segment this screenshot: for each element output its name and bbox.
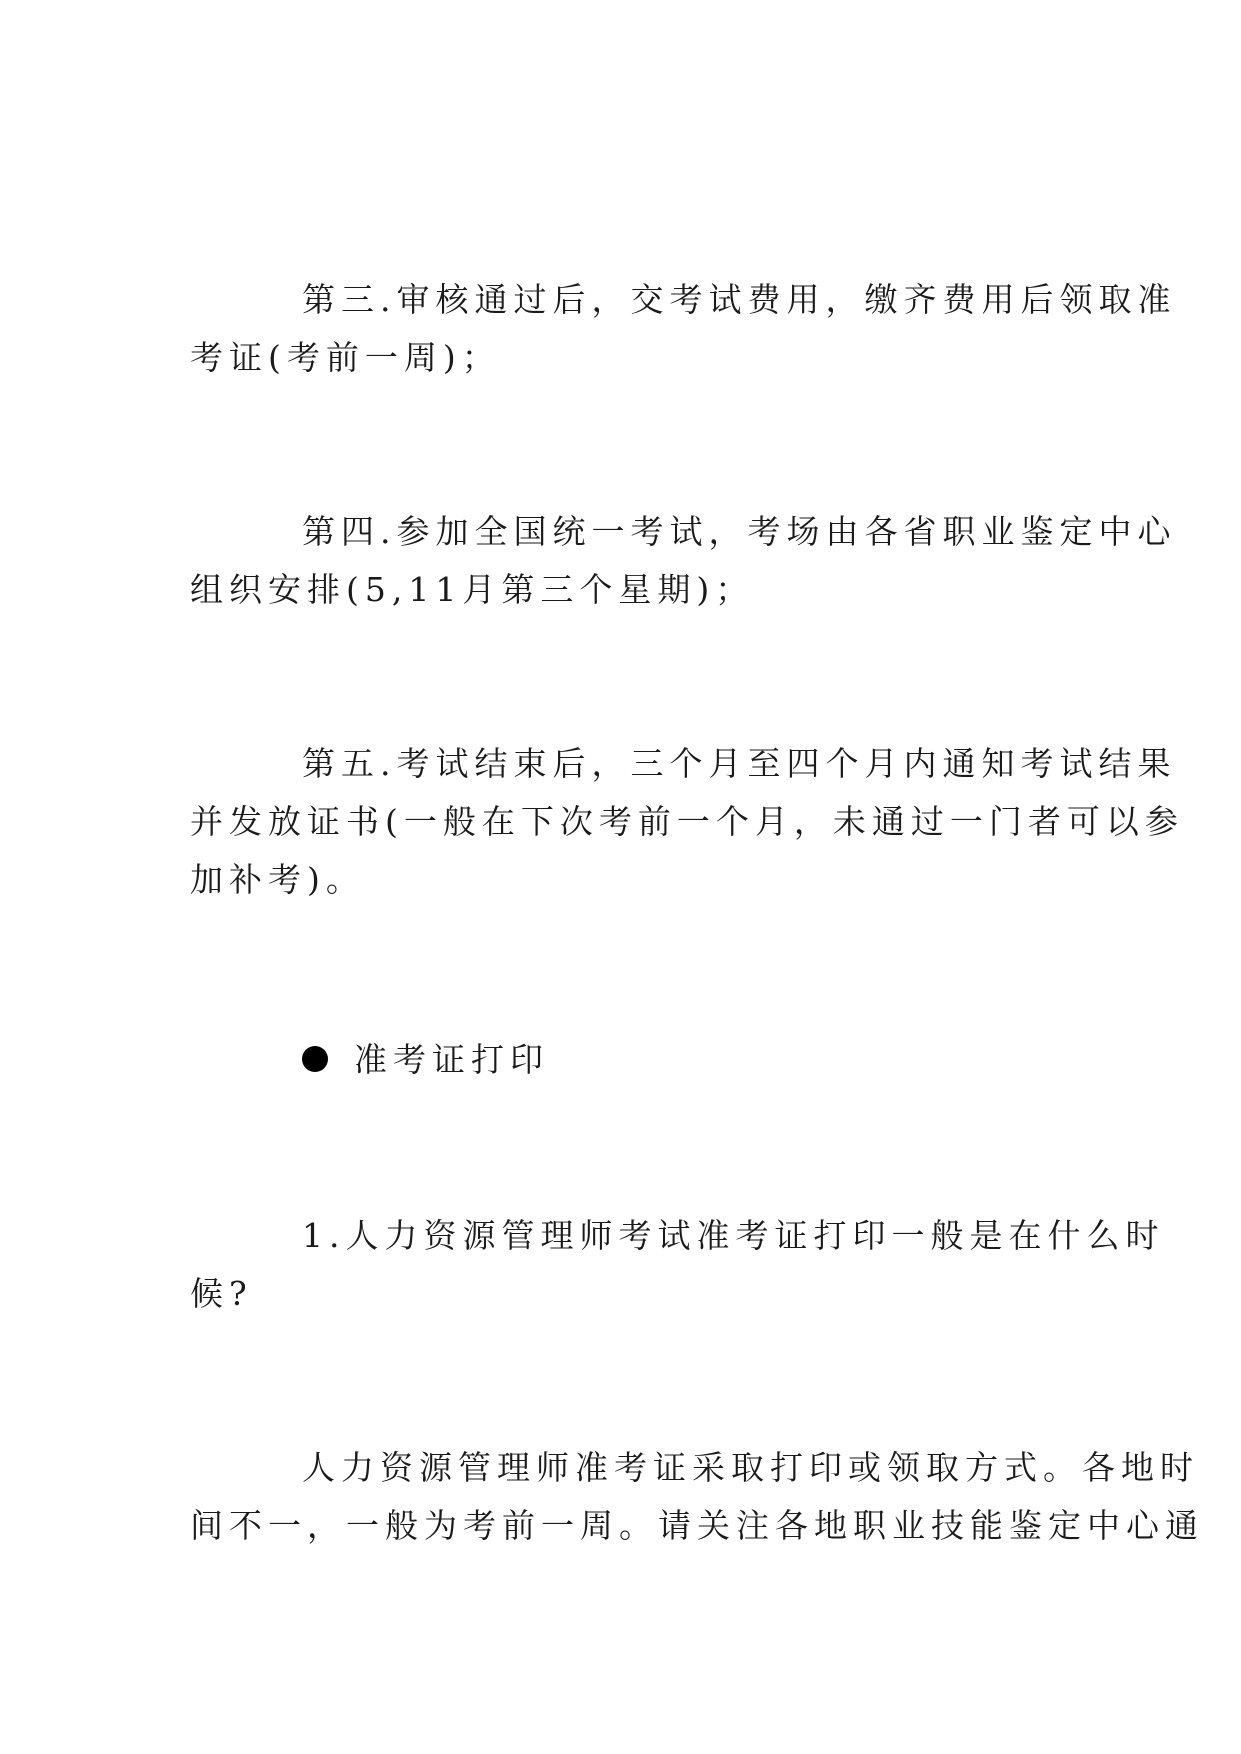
paragraph-step-five-line-3: 加补考)。 xyxy=(190,860,365,899)
answer-line-2: 间不一，一般为考前一周。请关注各地职业技能鉴定中心通 xyxy=(190,1506,1204,1545)
bullet-heading xyxy=(302,1040,549,1080)
paragraph-step-four-line-2: 组织安排(5,11月第三个星期)； xyxy=(190,570,755,609)
paragraph-step-three-line-2: 考证(考前一周)； xyxy=(190,338,501,377)
answer-line-1: 人力资源管理师准考证采取打印或领取方式。各地时 xyxy=(302,1448,1199,1487)
paragraph-step-five-line-1: 第五.考试结束后，三个月至四个月内通知考试结果 xyxy=(302,744,1177,783)
paragraph-step-five-line-2: 并发放证书(一般在下次考前一个月，未通过一门者可以参 xyxy=(190,802,1184,841)
bullet-dot-icon xyxy=(302,1046,328,1072)
question-line-1: 1.人力资源管理师考试准考证打印一般是在什么时 xyxy=(302,1216,1165,1255)
paragraph-step-three-line-1: 第三.审核通过后，交考试费用，缴齐费用后领取准 xyxy=(302,280,1177,319)
paragraph-step-four-line-1: 第四.参加全国统一考试，考场由各省职业鉴定中心 xyxy=(302,512,1177,551)
question-line-2: 候? xyxy=(190,1274,253,1313)
bullet-heading-text: 准考证打印 xyxy=(354,1040,549,1079)
